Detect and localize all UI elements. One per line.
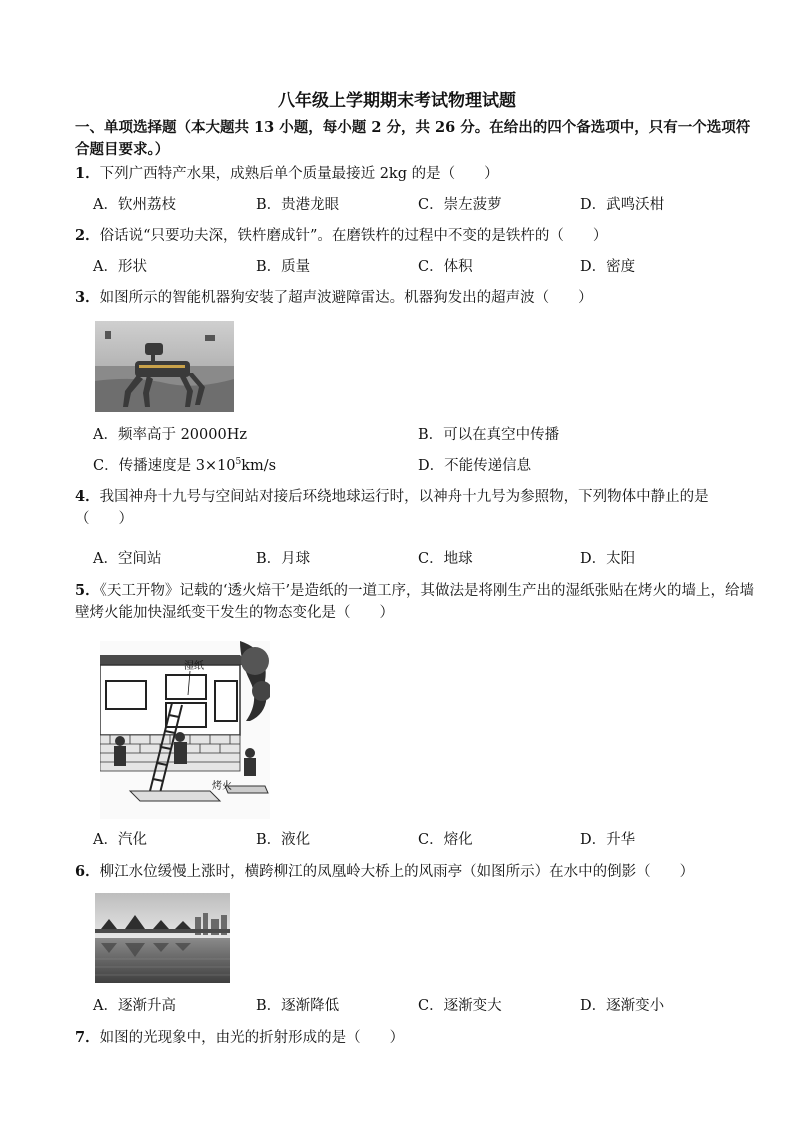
q2-option-a[interactable]: A．形状 xyxy=(93,259,147,275)
q4-option-b[interactable]: B．月球 xyxy=(256,551,311,567)
q2-option-c[interactable]: C．体积 xyxy=(418,259,473,275)
paper-drying-illustration xyxy=(100,641,270,819)
question-text: 如图所示的智能机器狗安装了超声波避障雷达。机器狗发出的超声波（ ） xyxy=(99,290,593,306)
q6-option-a[interactable]: A．逐渐升高 xyxy=(93,998,176,1014)
question-text: 俗话说“只要功夫深，铁杵磨成针”。在磨铁杵的过程中不变的是铁杵的（ ） xyxy=(99,228,608,244)
q4-option-a[interactable]: A．空间站 xyxy=(93,551,162,567)
q3-option-c[interactable]: C．传播速度是 $3\times 10^5km/s$ xyxy=(93,457,277,474)
q6-option-d[interactable]: D．逐渐变小 xyxy=(580,998,665,1014)
question-number: 3． xyxy=(75,289,100,306)
question-7 xyxy=(75,1027,755,1049)
q5-option-a[interactable]: A．汽化 xyxy=(93,832,147,848)
question-number: 6． xyxy=(75,863,100,880)
section-heading: 一、单项选择题（本大题共 13 小题，每小题 2 分，共 26 分。在给出的四个备选项中，只有一个选项符合题目要求。） xyxy=(75,119,751,158)
q5-option-d[interactable]: D．升华 xyxy=(580,832,636,848)
robot-dog-image xyxy=(95,321,234,412)
q5-option-c[interactable]: C．熔化 xyxy=(418,832,473,848)
question-number: 2． xyxy=(75,227,100,244)
question-text: 《天工开物》记载的‘透火焙干’是造纸的一道工序，其做法是将刚生产出的湿纸张贴在烤火的墙上，给墙壁烤火能加快湿纸变干发生的物态变化是（ ） xyxy=(75,583,755,621)
q1-option-d[interactable]: D．武鸣沃柑 xyxy=(580,197,665,213)
q6-option-b[interactable]: B．逐渐降低 xyxy=(256,998,340,1014)
question-number: 4． xyxy=(75,488,100,505)
q5-option-b[interactable]: B．液化 xyxy=(256,832,311,848)
bridge-pavilion-photo xyxy=(95,893,230,983)
question-number: 1． xyxy=(75,165,100,182)
question-1 xyxy=(75,163,755,185)
question-text: 下列广西特产水果，成熟后单个质量最接近 2kg 的是（ ） xyxy=(99,166,499,182)
q2-option-b[interactable]: B．质量 xyxy=(256,259,311,275)
fire-label: 烤火 xyxy=(212,781,232,792)
question-text: 如图的光现象中，由光的折射形成的是（ ） xyxy=(99,1030,405,1046)
question-number: 7． xyxy=(75,1029,100,1046)
wet-paper-label: 湿纸 xyxy=(184,661,204,672)
q3-option-b[interactable]: B．可以在真空中传播 xyxy=(418,427,560,443)
page-title: 八年级上学期期末考试物理试题 xyxy=(278,91,516,111)
q6-option-c[interactable]: C．逐渐变大 xyxy=(418,998,502,1014)
q3-option-d[interactable]: D．不能传递信息 xyxy=(418,458,532,474)
question-text: 我国神舟十九号与空间站对接后环绕地球运行时，以神舟十九号为参照物，下列物体中静止的是（ ） xyxy=(75,489,709,527)
q2-option-d[interactable]: D．密度 xyxy=(580,259,636,275)
q1-option-b[interactable]: B．贵港龙眼 xyxy=(256,197,340,213)
q4-option-d[interactable]: D．太阳 xyxy=(580,551,636,567)
q1-option-a[interactable]: A．钦州荔枝 xyxy=(93,197,176,213)
question-5 xyxy=(75,580,755,624)
question-6 xyxy=(75,861,755,883)
question-2 xyxy=(75,225,755,247)
question-4 xyxy=(75,486,755,530)
q3-option-a[interactable]: A．频率高于 20000Hz xyxy=(93,427,247,443)
question-3 xyxy=(75,287,755,309)
question-number: 5． xyxy=(75,582,100,599)
q1-option-c[interactable]: C．崇左菠萝 xyxy=(418,197,502,213)
q4-option-c[interactable]: C．地球 xyxy=(418,551,473,567)
question-text: 柳江水位缓慢上涨时，横跨柳江的凤凰岭大桥上的风雨亭（如图所示）在水中的倒影（ ） xyxy=(99,864,695,880)
